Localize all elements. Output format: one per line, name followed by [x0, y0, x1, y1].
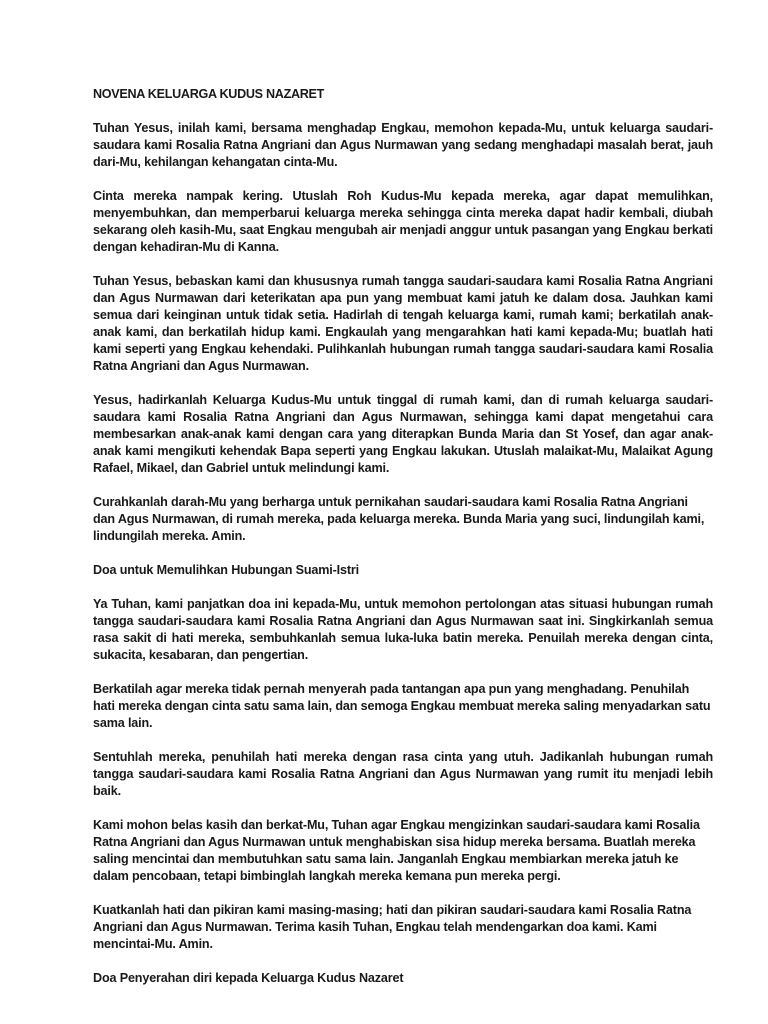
paragraph: Kuatkanlah hati dan pikiran kami masing-masing; hati dan pikiran saudari-saudara kami Rosalia Ratna Angriani dan Agus Nurmawan. Terima kasih Tuhan, Engkau telah mendengarkan doa kami. Kami mencintai-Mu. Amin.: [93, 903, 692, 951]
paragraph: Tuhan Yesus, bebaskan kami dan khususnya rumah tangga saudari-saudara kami Rosalia Ratna Angriani dan Agus Nurmawan dari keterikatan apa pun yang membuat kami jatuh ke dalam dosa. Jauhkan kami semua dari keinginan untuk tidak setia. Hadirlah di tengah keluarga kami, rumah kami; berkatilah anak-anak kami, dan berkatilah hidup kami. Engkaulah yang mengarahkan hati kami kepada-Mu; buatlah hati kami seperti yang Engkau kehendaki. Pulihkanlah hubungan rumah tangga saudari-saudara kami Rosalia Ratna Angriani dan Agus Nurmawan.: [93, 274, 713, 373]
document-title: NOVENA KELUARGA KUDUS NAZARET: [93, 87, 325, 101]
paragraph: Curahkanlah darah-Mu yang berharga untuk pernikahan saudari-saudara kami Rosalia Ratna Angriani dan Agus Nurmawan, di rumah mereka, pada keluarga mereka. Bunda Maria yang suci, lindungilah kami, lindungilah mereka. Amin.: [93, 495, 705, 543]
section-heading: Doa Penyerahan diri kepada Keluarga Kudus Nazaret: [93, 971, 404, 985]
paragraph: Kami mohon belas kasih dan berkat-Mu, Tuhan agar Engkau mengizinkan saudari-saudara kami Rosalia Ratna Angriani dan Agus Nurmawan untuk menghabiskan sisa hidup mereka bersama. Buatlah mereka saling mencintai dan membutuhkan satu sama lain. Janganlah Engkau membiarkan mereka jatuh ke dalam pencobaan, tetapi bimbinglah langkah mereka kemana pun mereka pergi.: [93, 818, 700, 883]
paragraph: Sentuhlah mereka, penuhilah hati mereka dengan rasa cinta yang utuh. Jadikanlah hubungan rumah tangga saudari-saudara kami Rosalia Ratna Angriani dan Agus Nurmawan yang rumit itu menjadi lebih baik.: [93, 750, 713, 798]
paragraph: Cinta mereka nampak kering. Utuslah Roh Kudus-Mu kepada mereka, agar dapat memulihkan, menyembuhkan, dan memperbarui keluarga mereka sehingga cinta mereka dapat hadir kembali, diubah sekarang oleh kasih-Mu, saat Engkau mengubah air menjadi anggur untuk pasangan yang Engkau berkati dengan kehadiran-Mu di Kanna.: [93, 189, 713, 254]
section-heading: Doa untuk Memulihkan Hubungan Suami-Istri: [93, 563, 360, 577]
paragraph: Berkatilah agar mereka tidak pernah menyerah pada tantangan apa pun yang menghadang. Penuhilah hati mereka dengan cinta satu sama lain, dan semoga Engkau membuat mereka saling menyadarkan satu sama lain.: [93, 682, 711, 730]
paragraph: Yesus, hadirkanlah Keluarga Kudus-Mu untuk tinggal di rumah kami, dan di rumah keluarga saudari-saudara kami Rosalia Ratna Angriani dan Agus Nurmawan, sehingga kami dapat mengetahui cara membesarkan anak-anak kami dengan cara yang diterapkan Bunda Maria dan St Yosef, dan agar anak-anak kami mengikuti kehendak Bapa seperti yang Engkau lakukan. Utuslah malaikat-Mu, Malaikat Agung Rafael, Mikael, dan Gabriel untuk melindungi kami.: [93, 393, 713, 475]
document-page: [93, 86, 713, 1004]
paragraph: Tuhan Yesus, inilah kami, bersama menghadap Engkau, memohon kepada-Mu, untuk keluarga saudari-saudara kami Rosalia Ratna Angriani dan Agus Nurmawan yang sedang menghadapi masalah berat, jauh dari-Mu, kehilangan kehangatan cinta-Mu.: [93, 121, 713, 169]
paragraph: Ya Tuhan, kami panjatkan doa ini kepada-Mu, untuk memohon pertolongan atas situasi hubungan rumah tangga saudari-saudara kami Rosalia Ratna Angriani dan Agus Nurmawan saat ini. Singkirkanlah semua rasa sakit di hati mereka, sembuhkanlah semua luka-luka batin mereka. Penuilah mereka dengan cinta, sukacita, kesabaran, dan pengertian.: [93, 597, 713, 662]
